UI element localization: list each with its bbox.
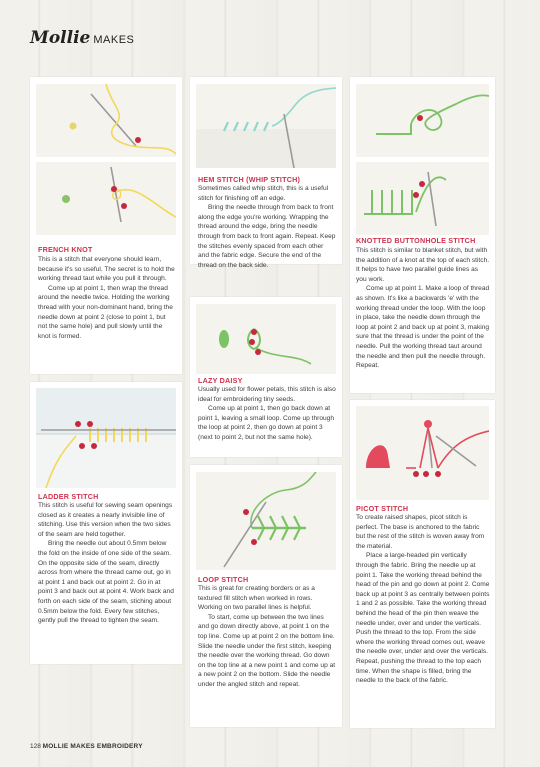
knotted-buttonhole-photo-1 (356, 84, 489, 157)
hem-stitch-photo (196, 84, 336, 168)
french-knot-text: This is a stitch that everyone should learn, because it's so useful. The secret is to hold the working thread taut while you pull it through. Come up at point 1, then wrap the thread around the needle twice. Holding the working thread with your non-dominant hand, bring the needle down at point 2 (close to point 1, but not the same hole) and pull slowly until the knot is formed. (38, 256, 175, 340)
lazy-daisy-card (190, 297, 342, 457)
lazy-daisy-title: LAZY DAISY (198, 376, 243, 385)
french-knot-photo-1 (36, 84, 176, 157)
mollie-makes-logo: Mollie MAKES (30, 28, 135, 48)
french-knot-photo-2 (36, 162, 176, 235)
hem-stitch-title: HEM STITCH (WHIP STITCH) (198, 175, 301, 184)
page-number: 128 (30, 743, 41, 750)
knotted-buttonhole-text: This stitch is similar to blanket stitch, but with the addition of a knot at the top of each stitch. It helps to have two parallel guide lines as you work. Come up at point 1. Make a loop of thread as shown. It's like a backwards 'e' with the working thread under the loop. With the loop in place, take the needle down through the loop at point 2 and back up at point 3, making sure that the thread is under the point of the needle. Pull the working thread taut around the needle and then pull the needle through. Repeat. (356, 247, 490, 370)
ladder-stitch-text: This stitch is useful for sewing seam openings closed as it creates a nearly invisible line of stitching. Use this version when the two sides of the seam are held together. Bring the needle out about 0.5mm below the fold on the inside of one side of the seam. On the opposite side of the seam, directly across from where the thread came out, go in at point 1 and back out at point 2. Go in at point 3 and back out at point 4. Work back and forth on each side of the seam, stiching about 0.5mm below the fold. Every few stitches, gently pull the thread to tighten the seam. (38, 502, 174, 625)
lazy-daisy-photo (196, 304, 336, 374)
ladder-stitch-photo (36, 388, 176, 488)
publication-name: MOLLIE MAKES EMBROIDERY (42, 743, 143, 750)
picot-stitch-photo (356, 406, 489, 500)
french-knot-title: FRENCH KNOT (38, 245, 93, 254)
page-footer (30, 743, 143, 750)
picot-stitch-card (350, 400, 495, 728)
picot-stitch-title: PICOT STITCH (356, 504, 409, 513)
hem-stitch-text: Sometimes called whip stitch, this is a useful stitch for finishing off an edge. Bring the needle through from back to front along the edge you're working. Wrapping the thread around the edge, bring the needle through from back to front again. Repeat. Keep the stitches evenly spaced from each other and the fabric edge. Secure the end of the thread on the back side. (198, 185, 336, 269)
knotted-buttonhole-title: KNOTTED BUTTONHOLE STITCH (356, 236, 476, 245)
loop-stitch-title: LOOP STITCH (198, 575, 249, 584)
hem-stitch-card (190, 77, 342, 269)
loop-stitch-text: This is great for creating borders or as a textured fill stitch when worked in rows. Working on two parallel lines is helpful. To start, come up between the two lines and go down directly above, at point 1 on the top line. Come up at point 2 on the bottom line. Slide the needle under the first stitch, keeping the needle over the working thread. Go down on the top line at a new point 1 and come up at a new point 2 on the bottom. Slide the needle under the angled stitch and repeat. (198, 585, 336, 688)
lazy-daisy-text: Usually used for flower petals, this stitch is also ideal for embroidering tiny seeds. Come up at point 1, then go back down at point 1, leaving a small loop. Come up through the loop at point 2, then go down at point 3 (next to point 2, but not the same hole). (198, 386, 336, 441)
ladder-stitch-card (30, 382, 182, 664)
ladder-stitch-title: LADDER STITCH (38, 492, 99, 501)
knotted-buttonhole-card (350, 77, 495, 393)
french-knot-card (30, 77, 182, 374)
picot-stitch-text: To create raised shapes, picot stitch is perfect. The base is anchored to the fabric but the rest of the stitch is woven away from the material. Place a large-headed pin vertically through the fabric. Bring the needle up at point 1. Take the working thread behind the head of the pin and go down at point 2. Come back up at point 3 as centrally between points 1 and 2 as possible. Take the working thread behind the head of the pin then weave the needle under, over and under the verticals. Push the thread to the top. From the side where the working thread comes out, weave the needle over, under and over the verticals. Repeat, pushing the thread to the top each time. When the shape is filled, bring the needle to the back of the fabric. (356, 514, 490, 685)
loop-stitch-photo (196, 472, 336, 570)
loop-stitch-card (190, 465, 342, 727)
knotted-buttonhole-photo-2 (356, 162, 489, 235)
